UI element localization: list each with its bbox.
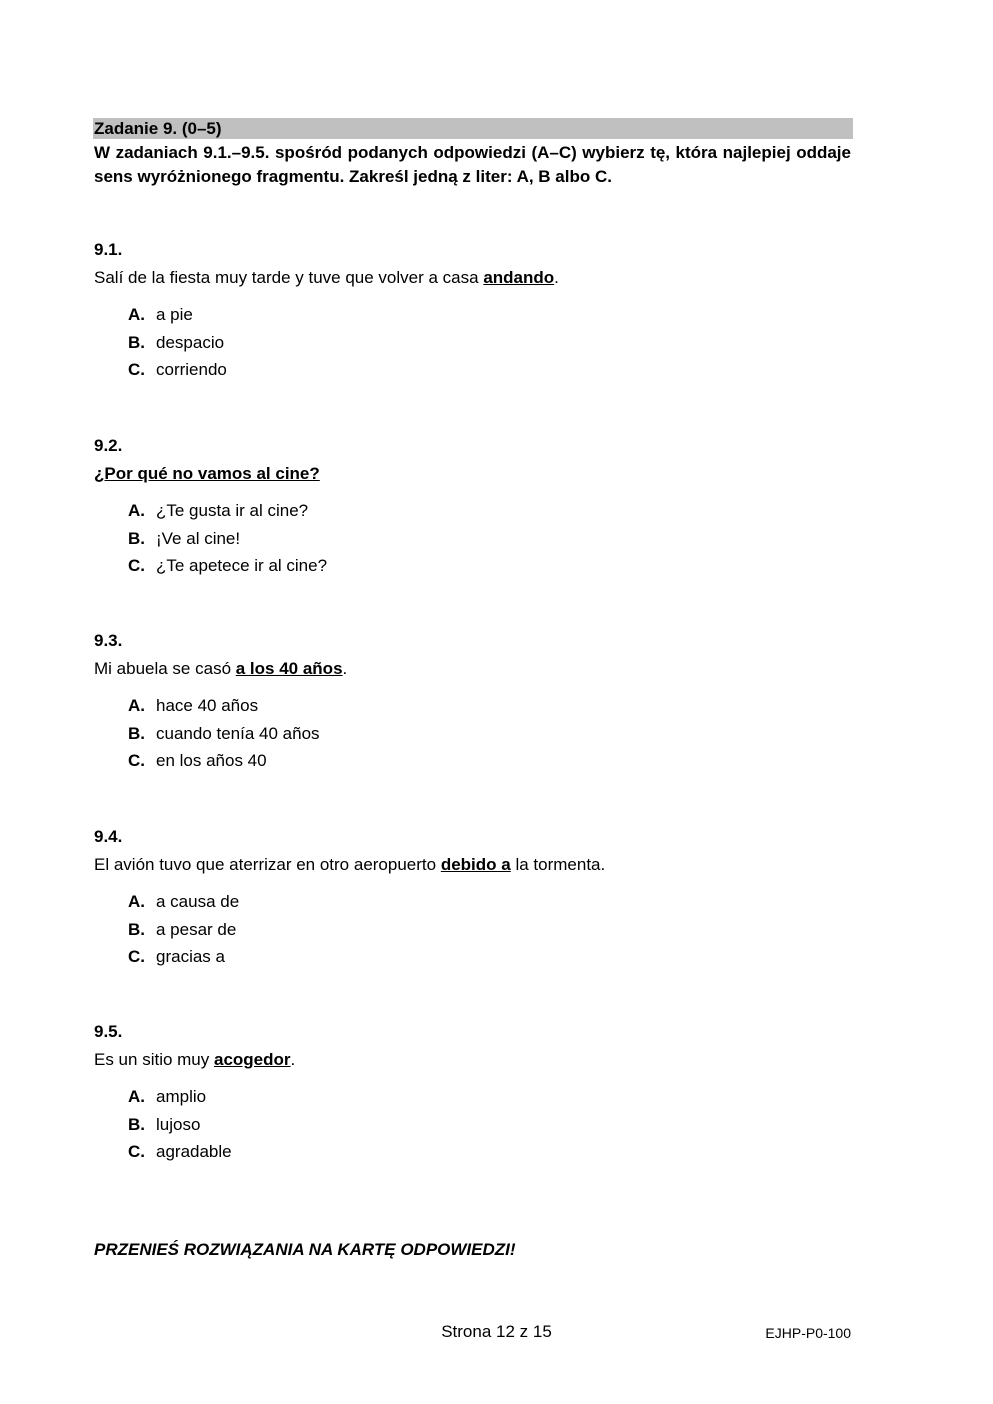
question-sentence	[94, 1050, 874, 1070]
transfer-answers-note: PRZENIEŚ ROZWIĄZANIA NA KARTĘ ODPOWIEDZI!	[94, 1240, 516, 1259]
option-letter: C.	[128, 751, 145, 770]
sentence-text: Mi abuela se casó	[94, 659, 236, 678]
question-number: 9.5.	[94, 1022, 123, 1041]
sentence-text: la tormenta.	[510, 855, 606, 874]
option-text: ¿Te apetece ir al cine?	[156, 556, 328, 575]
option-text: amplio	[156, 1087, 207, 1106]
answer-options	[128, 696, 874, 779]
option-c[interactable]	[128, 947, 874, 975]
option-letter: A.	[128, 501, 145, 520]
option-letter: B.	[128, 1114, 145, 1134]
answer-options	[128, 305, 874, 388]
question-number: 9.4.	[94, 827, 123, 846]
option-a[interactable]	[128, 1087, 874, 1115]
sentence-text: Es un sitio muy	[94, 1050, 214, 1069]
option-letter: A.	[128, 1087, 145, 1106]
option-text: lujoso	[156, 1114, 201, 1134]
sentence-text: Salí de la fiesta muy tarde y tuve que volver a casa	[94, 268, 484, 287]
option-letter: C.	[128, 360, 145, 379]
option-letter: C.	[128, 947, 145, 966]
option-text: ¿Te gusta ir al cine?	[156, 501, 309, 520]
option-c[interactable]	[128, 1142, 874, 1170]
option-text: ¡Ve al cine!	[156, 528, 241, 548]
answer-options	[128, 1087, 874, 1170]
option-letter: B.	[128, 919, 145, 939]
question-9-2	[94, 436, 874, 584]
sentence-text: El avión tuvo que aterrizar en otro aeropuerto	[94, 855, 441, 874]
option-text: hace 40 años	[156, 696, 259, 715]
highlighted-fragment: acogedor	[214, 1050, 291, 1069]
highlighted-fragment: andando	[483, 268, 555, 287]
question-number: 9.2.	[94, 436, 123, 455]
option-text: a pesar de	[156, 919, 237, 939]
question-sentence	[94, 659, 874, 679]
option-letter: C.	[128, 556, 145, 575]
option-text: despacio	[156, 332, 225, 352]
answer-options	[128, 501, 874, 584]
option-text: en los años 40	[156, 751, 267, 770]
task-title: Zadanie 9. (0–5)	[93, 118, 853, 139]
highlighted-fragment: ¿Por qué no vamos al cine?	[94, 464, 320, 483]
option-a[interactable]	[128, 892, 874, 920]
option-text: corriendo	[156, 360, 227, 379]
option-a[interactable]	[128, 696, 874, 724]
option-b[interactable]	[128, 333, 874, 361]
question-9-5	[94, 1022, 874, 1170]
sentence-text: .	[342, 659, 348, 678]
question-9-1	[94, 240, 874, 388]
question-number: 9.1.	[94, 240, 123, 259]
option-b[interactable]	[128, 529, 874, 557]
task-instructions: W zadaniach 9.1.–9.5. spośród podanych odpowiedzi (A–C) wybierz tę, która najlepiej oddaje sens wyróżnionego fragmentu. Zakreśl jedną z liter: A, B albo C.	[94, 143, 851, 186]
option-letter: C.	[128, 1142, 145, 1161]
highlighted-fragment: debido a	[440, 855, 511, 874]
highlighted-fragment: a los 40 años	[235, 659, 343, 678]
option-letter: A.	[128, 696, 145, 715]
option-letter: B.	[128, 723, 145, 743]
option-b[interactable]	[128, 1115, 874, 1143]
answer-options	[128, 892, 874, 975]
option-text: agradable	[156, 1142, 232, 1161]
question-9-3	[94, 631, 874, 779]
option-c[interactable]	[128, 751, 874, 779]
question-number: 9.3.	[94, 631, 123, 650]
question-9-4	[94, 827, 874, 975]
exam-code: EJHP-P0-100	[765, 1325, 851, 1341]
option-text: a causa de	[156, 892, 240, 911]
option-letter: A.	[128, 892, 145, 911]
question-sentence	[94, 268, 874, 288]
option-letter: B.	[128, 332, 145, 352]
option-text: cuando tenía 40 años	[156, 723, 320, 743]
sentence-text: .	[554, 268, 559, 287]
option-b[interactable]	[128, 920, 874, 948]
option-b[interactable]	[128, 724, 874, 752]
option-text: gracias a	[156, 947, 225, 966]
sentence-text: .	[290, 1050, 296, 1069]
option-c[interactable]	[128, 556, 874, 584]
option-text: a pie	[156, 305, 193, 324]
option-letter: B.	[128, 528, 145, 548]
option-a[interactable]	[128, 305, 874, 333]
option-letter: A.	[128, 305, 145, 324]
option-c[interactable]	[128, 360, 874, 388]
option-a[interactable]	[128, 501, 874, 529]
question-sentence	[94, 464, 874, 484]
page-number: Strona 12 z 15	[441, 1322, 552, 1341]
question-sentence	[94, 855, 874, 875]
